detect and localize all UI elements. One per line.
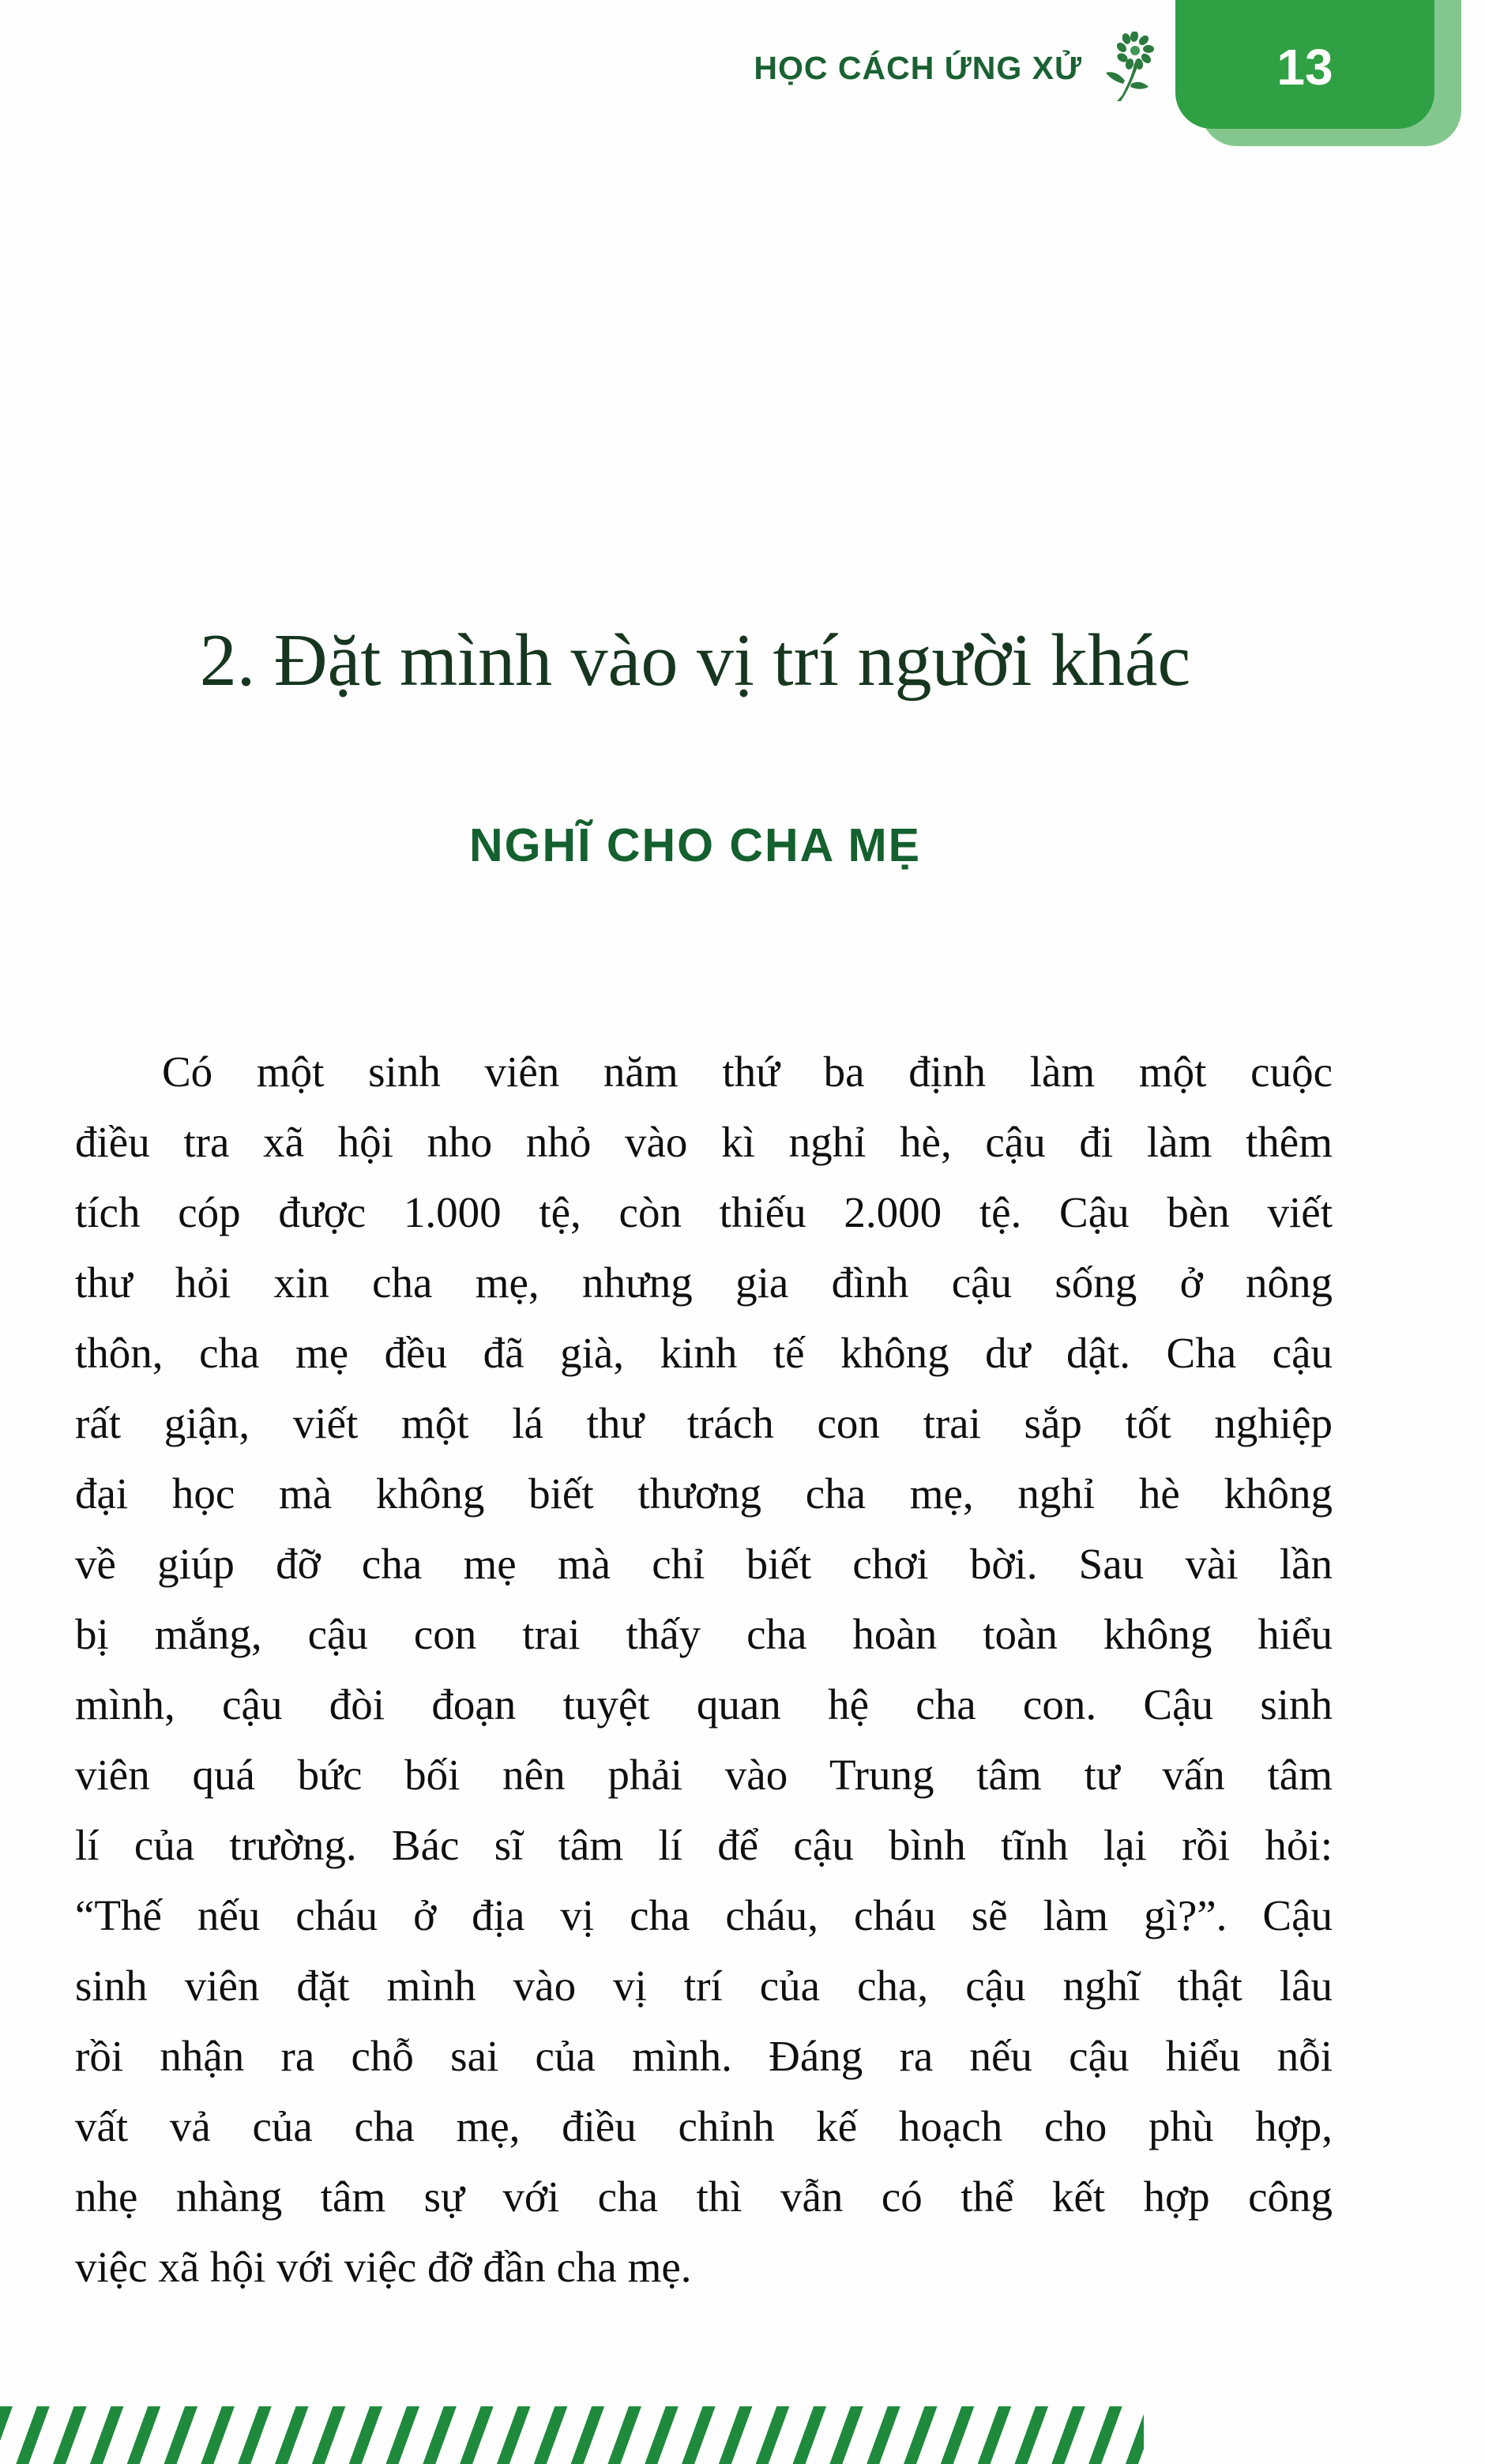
body-line: nhẹ nhàng tâm sự với cha thì vẫn có thể kết hợp công xyxy=(75,2172,1333,2221)
body-line: về giúp đỡ cha mẹ mà chỉ biết chơi bời. Sau vài lần xyxy=(75,1540,1333,1588)
footer-stripe-decoration xyxy=(0,2406,1144,2464)
running-head xyxy=(0,32,1155,104)
body-line: điều tra xã hội nho nhỏ vào kì nghỉ hè, cậu đi làm thêm xyxy=(75,1118,1333,1166)
page-number: 13 xyxy=(1276,38,1333,96)
body-line: viên quá bức bối nên phải vào Trung tâm tư vấn tâm xyxy=(75,1751,1333,1799)
body-paragraph xyxy=(75,1036,1333,2302)
chapter-title: 2. Đặt mình vào vị trí người khác xyxy=(199,619,1191,702)
body-line: lí của trường. Bác sĩ tâm lí để cậu bình tĩnh lại rồi hỏi: xyxy=(75,1821,1333,1869)
body-line: mình, cậu đòi đoạn tuyệt quan hệ cha con. Cậu sinh xyxy=(75,1680,1333,1729)
body-line: bị mắng, cậu con trai thấy cha hoàn toàn không hiểu xyxy=(75,1610,1333,1658)
body-line: vất vả của cha mẹ, điều chỉnh kế hoạch cho phù hợp, xyxy=(75,2102,1333,2150)
body-line: tích cóp được 1.000 tệ, còn thiếu 2.000 tệ. Cậu bèn viết xyxy=(75,1188,1333,1236)
flower-icon xyxy=(1103,32,1155,104)
body-line: việc xã hội với việc đỡ đần cha mẹ. xyxy=(75,2243,692,2291)
section-title: NGHĨ CHO CHA MẸ xyxy=(469,819,921,871)
body-line: rất giận, viết một lá thư trách con trai sắp tốt nghiệp xyxy=(75,1399,1333,1447)
body-line: đại học mà không biết thương cha mẹ, nghỉ hè không xyxy=(75,1469,1333,1518)
page-number-tab xyxy=(1175,0,1434,129)
body-line: “Thế nếu cháu ở địa vị cha cháu, cháu sẽ làm gì?”. Cậu xyxy=(75,1891,1333,1939)
body-line: Có một sinh viên năm thứ ba định làm một cuộc xyxy=(162,1048,1333,1096)
body-line: rồi nhận ra chỗ sai của mình. Đáng ra nếu cậu hiểu nỗi xyxy=(75,2032,1333,2080)
body-line: sinh viên đặt mình vào vị trí của cha, cậu nghĩ thật lâu xyxy=(75,1962,1333,2010)
body-line: thư hỏi xin cha mẹ, nhưng gia đình cậu sống ở nông xyxy=(75,1258,1333,1307)
running-title: HỌC CÁCH ỨNG XỬ xyxy=(754,49,1082,86)
body-line: thôn, cha mẹ đều đã già, kinh tế không dư dật. Cha cậu xyxy=(75,1329,1333,1377)
